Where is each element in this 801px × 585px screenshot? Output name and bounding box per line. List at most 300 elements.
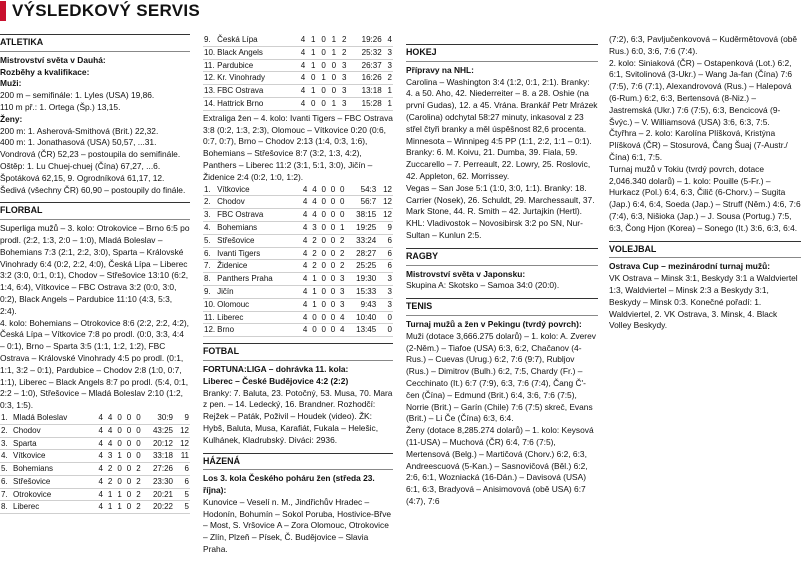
table-cell: 0	[330, 210, 336, 220]
table-row	[203, 247, 393, 260]
table-cell: 0	[126, 489, 132, 499]
table-cell: 4	[98, 502, 103, 512]
section-heading-ragby: RAGBY	[406, 248, 598, 266]
table-cell: 4	[107, 412, 113, 422]
table-cell: 10.	[204, 299, 216, 309]
table-cell: 0	[330, 325, 336, 335]
atletika-line: 400 m: 1. Jonathasová (USA) 50,57, ...31.	[0, 137, 157, 148]
table-cell: 3	[341, 98, 347, 108]
table-cell: 3	[312, 222, 317, 232]
table-cell: 2	[107, 464, 113, 474]
table-cell: 1	[387, 98, 392, 108]
volejbal-text: VK Ostrava – Minsk 3:1, Beskydy 3:1 a Waldviertel 1:3, Waldviertel – Minsk 2:3 a Beskydy 3:1, Beskydy – Minsk 0:3. Konečné pořadí: 1. Waldviertel, 2. VK Ostrava, 3. Minsk, 4. Black Volley Beskydy.	[609, 273, 798, 331]
table-cell: 0	[330, 299, 336, 309]
table-cell: 4	[98, 476, 103, 486]
florbal-paragraph: Superliga mužů – 3. kolo: Otrokovice – Brno 6:5 po prodl. (2:2, 1:3, 2:0 – 1:0), Mladá Boleslav – Bohemians 7:3 (2:1, 2:2, 3:0), Sparta – Královské Vinohrady 6:4 (0:2, 2:2, 4:0), Česká Lípa – Liberec 3:2 (3:0, 0:1, 0:1), Chodov – Střešovice 13:10 (6:2, 1:4, 6:4), Vítkovice – FBC Ostrava 3:2 (0:0, 3:0, 0:2), Black Angels – Pardubice 11:10 (4:3, 5:3, 2:4).	[0, 223, 190, 316]
table-cell: 4	[302, 286, 308, 296]
table-row	[0, 412, 190, 424]
table-cell: 11.	[204, 312, 215, 322]
table-cell: 0	[331, 60, 337, 70]
table-cell: 0	[312, 325, 317, 335]
table-row	[0, 437, 190, 450]
tenis-continued: 2. kolo: Siniaková (ČR) – Ostapenková (Lot.) 6:2, 6:1, Svitolinová (3-Ukr.) – Wang Ja-fan (Čína) 7:6 (7:5), 7:6 (7:1), Alexandrovová (Rus.) – Halepová (6-Rum.) 6:2, 6:3, Bertensová (8-Niz.) – Jastremská (Ukr.) 7:6 (7:5), 6:3, Bencicová (9-Švýc.) – V. Williamsová (USA) 3:6, 6:3, 7:5.	[609, 57, 793, 127]
table-cell: 0	[126, 476, 132, 486]
table-cell: 1	[117, 489, 122, 499]
table-cell: 0	[330, 184, 336, 194]
team-name-cell: Sparta	[13, 438, 37, 448]
table-cell: 16:26	[361, 73, 382, 83]
table-cell: 1	[117, 502, 122, 512]
table-row	[203, 196, 393, 209]
table-cell: 4.	[1, 451, 8, 461]
table-cell: 4	[98, 438, 103, 448]
table-cell: 9.	[204, 286, 211, 296]
table-cell: 54:3	[360, 184, 377, 194]
section-volejbal	[609, 241, 801, 333]
table-cell: 43:25	[152, 425, 173, 435]
table-cell: 56:7	[360, 197, 377, 207]
table-cell: 2	[341, 35, 347, 44]
team-name-cell: Židenice	[217, 261, 248, 271]
table-cell: 6.	[1, 476, 8, 486]
hazena-title: Los 3. kola Českého poháru žen (středa 23. října):	[203, 473, 375, 496]
team-name-cell: Střešovice	[217, 235, 255, 245]
table-cell: 4	[300, 60, 306, 70]
table-row	[203, 34, 393, 46]
tenis-continued: Turnaj mužů v Tokiu (tvrdý povrch, dotace 2,046.340 dolarů) – 1. kolo: Pouille (5-Fr.) – Hurkacz (Pol.) 6:4, 6:3, Čilič (6-Chorv.) – Sugita (Jap.) 6:4, 6:4, Soeda (Jap.) – Struff (Něm.) 4:6, 7:6 (7:4), 6:3, Nišioka (Jap.) – J. Sousa (Portug.) 7:5, 6:3, Čong Hjon (Korea) – Sonego (It.) 3:6, 6:3, 6:4.	[609, 163, 801, 233]
table-row	[0, 463, 190, 476]
table-cell: 0	[117, 425, 122, 435]
section-hokej	[406, 44, 598, 242]
table-cell: 1.	[204, 184, 211, 194]
table-cell: 0	[330, 261, 336, 271]
table-cell: 2	[136, 476, 141, 486]
table-cell: 12.	[204, 73, 216, 83]
tenis-men: Muži (dotace 3,666.275 dolarů) – 1. kolo: A. Zverev (2-Něm.) – Tiafoe (USA) 6:3, 6:2, Chačanov (4-Rus.) – Cuevas (Urug.) 6:2, 7:6 (9:7), Rubljov (Rus.) – Dimitrov (Bulh.) 6:2, 7:5, Chardy (Fr.) – Cecchinato (It.) 6:7 (7:9), 6:3, 7:6 (7:4), Čang Č'-čen (Čína) – Edmund (Brit.) 6:4, 3:6, 7:6 (7:5), Norrie (Brit.) – Garín (Chile) 7:6 (7:5) skreč, Evans (Brit.) – Li Če (Čína) 6:3, 6:4.	[406, 330, 596, 424]
atletika-line: Špotáková 62,15, 9. Ogrodníková 61,17, 12.	[0, 172, 165, 183]
table-cell: 8.	[1, 502, 8, 512]
table-cell: 13:18	[361, 86, 382, 96]
section-heading-florbal: FLORBAL	[0, 202, 190, 220]
table-cell: 6	[387, 261, 392, 271]
table-cell: 4	[302, 248, 308, 258]
table-cell: 6.	[204, 248, 211, 258]
table-row	[0, 424, 190, 437]
table-cell: 4	[107, 425, 113, 435]
table-cell: 0	[321, 274, 326, 284]
table-cell: 2.	[1, 425, 8, 435]
table-cell: 9.	[204, 35, 211, 44]
table-cell: 25:25	[356, 261, 377, 271]
table-cell: 7.	[1, 489, 8, 499]
table-cell: 3	[341, 73, 347, 83]
table-cell: 5.	[1, 464, 8, 474]
table-row	[203, 97, 393, 110]
table-cell: 4.	[204, 222, 211, 232]
table-cell: 0	[330, 197, 336, 207]
table-row	[203, 260, 393, 273]
table-cell: 3	[341, 60, 347, 70]
team-name-cell: Pardubice	[217, 60, 254, 70]
masthead	[0, 0, 200, 22]
table-cell: 4	[300, 47, 306, 57]
table-cell: 25:32	[361, 47, 382, 57]
table-cell: 3	[341, 86, 347, 96]
table-cell: 11.	[204, 60, 215, 70]
table-cell: 0	[387, 312, 392, 322]
table-cell: 0	[321, 325, 326, 335]
table-cell: 12	[383, 184, 392, 194]
table-cell: 1	[387, 86, 392, 96]
section-heading-atletika: ATLETIKA	[0, 34, 190, 52]
table-cell: 1	[321, 73, 326, 83]
table-cell: 1	[331, 47, 337, 57]
section-florbal	[0, 202, 190, 514]
table-cell: 28:27	[356, 248, 377, 258]
atletika-line: 110 m př.: 1. Ortega (Šp.) 13,15.	[0, 101, 121, 112]
table-cell: 0	[117, 464, 122, 474]
team-name-cell: Vítkovice	[13, 451, 46, 461]
atletika-line: 200 m: 1. Asherová-Smithová (Brit.) 22,32.	[0, 125, 159, 136]
table-cell: 0	[330, 222, 336, 232]
table-row	[203, 298, 393, 311]
extraliga-paragraph: Extraliga žen – 4. kolo: Ivanti Tigers – FBC Ostrava 3:8 (0:2, 1:3, 2:3), Olomouc – Vítkovice 0:20 (0:6, 0:7, 0:7), Brno – Chodov 2:13 (1:4, 0:3, 1:6), Bohemians – Střešovice 8:7 (3:2, 1:3, 4:2), Panthers – Liberec 11:2 (3:1, 5:1, 3:0), Jičín – Židenice 2:4 (0:2, 1:0, 1:2).	[203, 112, 393, 182]
hokej-sub: Přípravy na NHL:	[406, 64, 474, 75]
table-cell: 0	[136, 451, 141, 461]
tenis-women: Ženy (dotace 8,285.274 dolarů) – 1. kolo: Keysová (11-USA) – Muchová (ČR) 6:4, 7:6 (7:5), Mertensová (Belg.) – Martičová (Chorv.) 6:2, 6:3, Andreescuová (5-Kan.) – Sasnovičová (Běl.) 6:2, 2:6, 6:1, Wozniacká (16-Dán.) – Davisová (USA) 6:1, 6:3, Bradyová – Anisimovová (obě USA) 6:7 (4:7), 7:6	[406, 425, 594, 506]
table-cell: 3	[387, 274, 392, 284]
table-cell: 0	[321, 299, 326, 309]
team-name-cell: Black Angels	[217, 47, 263, 57]
table-cell: 5	[184, 489, 189, 499]
table-cell: 38:15	[356, 210, 377, 220]
table-row	[0, 488, 190, 501]
ragby-sub: Mistrovství světa v Japonsku:	[406, 268, 526, 279]
hokej-paragraph: Carolina – Washington 3:4 (1:2, 0:1, 2:1). Branky: 4. a 50. Aho, 42. Niederreiter – 8. a 28. Oshie (na první Gudas), 12. a 45. Vrána. Brankář Petr Mrázek (Carolina) odchytal 58:27 minuty, inkasoval z 23 střel čtyři branky a měl úspěšnost 82,6 procenta.	[406, 76, 598, 134]
table-cell: 4	[302, 274, 308, 284]
table-cell: 3	[340, 274, 345, 284]
table-cell: 4	[107, 438, 113, 448]
table-row	[203, 285, 393, 298]
table-cell: 4	[302, 197, 308, 207]
table-cell: 4	[300, 98, 306, 108]
table-cell: 4	[98, 489, 103, 499]
table-row	[203, 221, 393, 234]
table-cell: 0	[330, 286, 336, 296]
table-row	[203, 184, 393, 196]
table-cell: 0	[126, 412, 132, 422]
team-name-cell: Liberec	[217, 312, 244, 322]
section-heading-hazena: HÁZENÁ	[203, 453, 393, 471]
table-cell: 5.	[204, 235, 211, 245]
section-fotbal	[203, 343, 393, 446]
section-heading-volejbal: VOLEJBAL	[609, 241, 801, 259]
table-cell: 0	[321, 261, 326, 271]
table-cell: 0	[136, 412, 141, 422]
table-cell: 0	[117, 412, 122, 422]
standings-table-men-continued	[203, 34, 393, 111]
table-cell: 3	[387, 299, 392, 309]
fotbal-text: Branky: 7. Baluta, 23. Potočný, 53. Musa, 70. Mara z pen. – 14. Ledecký, 16. Brandner. Rozhodčí: Rejžek – Paták, Poživil – Houdek (video). ŽK: Hybš, Baluta, Musa, Karafiát, Fukala – Helešic, Kulhánek, Kladrubský. Diváci: 2936.	[203, 387, 393, 445]
table-cell: 26:37	[361, 60, 382, 70]
table-cell: 4	[302, 210, 308, 220]
hazena-text: Kunovice – Veselí n. M., Jindřichův Hradec – Hodonín, Bohumín – Sokol Poruba, Hostivice-Břve – Most, S. Vršovice A – Zora Olomouc, Otrokovice – Zlín, Plzeň – Písek, Č. Budějovice – Slavia Praha.	[203, 496, 392, 555]
column-1	[0, 34, 190, 514]
atletika-line: Ženy:	[0, 113, 23, 124]
table-cell: 13.	[204, 86, 216, 96]
table-cell: 6	[184, 476, 189, 486]
column-3	[406, 44, 598, 508]
table-cell: 23:30	[152, 476, 173, 486]
table-cell: 1	[117, 451, 122, 461]
table-cell: 0	[321, 35, 326, 44]
table-cell: 2	[312, 261, 317, 271]
table-cell: 9	[387, 222, 392, 232]
page-title: VÝSLEDKOVÝ SERVIS	[12, 1, 201, 20]
section-atletika	[0, 34, 190, 196]
table-cell: 27:26	[152, 464, 173, 474]
team-name-cell: Bohemians	[217, 222, 258, 232]
table-cell: 2	[136, 502, 141, 512]
section-tenis	[406, 298, 598, 508]
table-cell: 0	[330, 235, 336, 245]
table-row	[203, 72, 393, 85]
table-cell: 0	[126, 451, 132, 461]
table-cell: 5	[184, 502, 189, 512]
table-cell: 6	[184, 464, 189, 474]
table-cell: 3	[387, 60, 392, 70]
atletika-line: Šedivá (všechny ČR) 60,90 – postoupily do finále.	[0, 184, 186, 195]
table-row	[203, 46, 393, 59]
table-cell: 11	[180, 451, 189, 461]
table-cell: 6	[387, 235, 392, 245]
table-row	[203, 85, 393, 98]
table-cell: 0	[311, 98, 316, 108]
table-cell: 4	[302, 184, 308, 194]
section-ragby	[406, 248, 598, 292]
table-cell: 2	[312, 248, 317, 258]
table-cell: 1	[340, 222, 345, 232]
section-heading-tenis: TENIS	[406, 298, 598, 316]
table-cell: 2	[136, 489, 141, 499]
table-cell: 4	[300, 73, 306, 83]
table-cell: 15:33	[356, 286, 377, 296]
table-cell: 3	[387, 47, 392, 57]
table-cell: 0	[340, 210, 345, 220]
table-cell: 4	[387, 35, 392, 44]
table-cell: 0	[321, 98, 326, 108]
ragby-text: Skupina A: Skotsko – Samoa 34:0 (20:0).	[406, 280, 560, 291]
table-row	[0, 501, 190, 514]
standings-table-women	[203, 184, 393, 338]
table-cell: 4	[300, 86, 306, 96]
hokej-paragraph: Minnesota – Winnipeg 4:5 PP (1:1, 2:2, 1:1 – 0:1). Branky: 6. M. Koivu, 21. Dumba, 39. Fiala, 59. Zuccarello – 7. Perreault, 22. Lowry, 25. Roslovic, 42. Appleton, 62. Morrissey.	[406, 135, 592, 181]
table-cell: 3.	[204, 210, 211, 220]
team-name-cell: Kr. Vinohrady	[217, 73, 266, 83]
table-cell: 1	[312, 299, 317, 309]
fotbal-title: FORTUNA:LIGA – dohrávka 11. kola:	[203, 363, 349, 374]
table-cell: 9:43	[360, 299, 377, 309]
table-row	[203, 59, 393, 72]
table-cell: 1	[311, 35, 316, 44]
table-cell: 1.	[1, 412, 8, 422]
column-2	[203, 34, 393, 556]
team-name-cell: Chodov	[13, 425, 41, 435]
team-name-cell: Hattrick Brno	[217, 98, 264, 108]
hokej-paragraph: KHL: Vladivostok – Novosibirsk 3:2 po SN, Nur-Sultan – Kunlun 2:5.	[406, 218, 583, 240]
table-cell: 3	[107, 451, 113, 461]
team-name-cell: Střešovice	[13, 476, 51, 486]
table-cell: 1	[311, 86, 316, 96]
table-cell: 4	[312, 210, 317, 220]
team-name-cell: Chodov	[217, 197, 245, 207]
table-cell: 13:45	[356, 325, 377, 335]
atletika-line: Oštěp: 1. Lu Chuej-chuej (Čína) 67,27, ...6.	[0, 160, 161, 171]
atletika-lines	[0, 55, 190, 197]
table-cell: 2	[340, 235, 345, 245]
team-name-cell: Liberec	[13, 502, 40, 512]
table-cell: 4	[312, 197, 317, 207]
table-cell: 1	[331, 35, 337, 44]
table-cell: 14.	[204, 98, 216, 108]
table-cell: 2	[387, 73, 392, 83]
table-cell: 0	[321, 184, 326, 194]
table-cell: 12	[180, 438, 189, 448]
table-cell: 0	[126, 464, 132, 474]
table-row	[203, 273, 393, 286]
table-cell: 0	[126, 502, 132, 512]
table-cell: 4	[302, 261, 308, 271]
table-cell: 4	[312, 184, 317, 194]
atletika-line: Mistrovství světa v Dauhá:	[0, 54, 106, 65]
table-cell: 12	[383, 197, 392, 207]
team-name-cell: Otrokovice	[13, 489, 52, 499]
table-cell: 0	[330, 274, 336, 284]
team-name-cell: FBC Ostrava	[217, 86, 264, 96]
table-cell: 9	[184, 412, 189, 422]
table-cell: 1	[312, 274, 317, 284]
table-cell: 0	[321, 47, 326, 57]
team-name-cell: Olomouc	[217, 299, 250, 309]
table-cell: 0	[387, 325, 392, 335]
table-cell: 4	[98, 451, 103, 461]
table-cell: 1	[107, 489, 113, 499]
table-cell: 2	[341, 47, 347, 57]
table-cell: 1	[331, 98, 337, 108]
table-cell: 0	[321, 86, 326, 96]
florbal-paragraph: 4. kolo: Bohemians – Otrokovice 8:6 (2:2, 2:2, 4:2), Česká Lípa – Vítkovice 7:8 po prodl. (0:0, 3:3, 4:4 – 0:1), Brno – Sparta 3:5 (1:1, 1:2, 1:2), FBC Ostrava – Královské Vinohrady 4:5 po prodl. (0:1, 1:1, 3:2 – 0:1), Pardubice – Chodov 2:8 (1:0, 0:7, 1:1), Liberec – Black Angels 8:7 po prodl. (5:4, 0:1, 2:2 – 1:0), Střešovice – Mladá Boleslav 2:10 (1:2, 0:3, 1:5).	[0, 317, 190, 411]
table-cell: 4	[302, 235, 308, 245]
table-cell: 2.	[204, 197, 211, 207]
team-name-cell: Česká Lípa	[217, 35, 258, 44]
section-heading-hokej: HOKEJ	[406, 44, 598, 62]
table-cell: 2	[136, 464, 141, 474]
table-cell: 0	[126, 438, 132, 448]
table-cell: 2	[340, 261, 345, 271]
table-cell: 4	[98, 425, 103, 435]
table-cell: 0	[321, 60, 326, 70]
table-cell: 4	[302, 325, 308, 335]
table-cell: 20:22	[152, 502, 173, 512]
table-cell: 30:9	[157, 412, 173, 422]
table-cell: 4	[300, 35, 306, 44]
table-cell: 6	[387, 248, 392, 258]
table-cell: 3.	[1, 438, 8, 448]
team-name-cell: Vítkovice	[217, 184, 250, 194]
table-cell: 8.	[204, 274, 211, 284]
table-cell: 0	[321, 248, 326, 258]
table-cell: 2	[312, 235, 317, 245]
table-cell: 20:21	[152, 489, 173, 499]
table-cell: 0	[330, 312, 336, 322]
team-name-cell: FBC Ostrava	[217, 210, 264, 220]
table-cell: 4	[98, 412, 103, 422]
table-cell: 1	[311, 47, 316, 57]
table-cell: 0	[340, 184, 345, 194]
tenis-continued: (7:2), 6:3, Pavljučenkovová – Kuděrmětovová (obě Rus.) 6:0, 3:6, 7:6 (7:4).	[609, 34, 798, 56]
volejbal-sub: Ostrava Cup – mezinárodní turnaj mužů:	[609, 261, 771, 272]
team-name-cell: Ivanti Tigers	[217, 248, 261, 258]
tenis-sub: Turnaj mužů a žen v Pekingu (tvrdý povrch):	[406, 318, 582, 329]
table-cell: 0	[126, 425, 132, 435]
table-cell: 19:30	[356, 274, 377, 284]
table-cell: 1	[107, 502, 113, 512]
table-row	[203, 209, 393, 222]
table-cell: 0	[136, 438, 141, 448]
hokej-paragraph: Vegas – San Jose 5:1 (1:0, 3:0, 1:1). Branky: 18. Carrier (Nosek), 26. Schuldt, 29. Marchessault, 37. Mark Stone, 44. R. Smith – 42. Jurtajkin (Hertl).	[406, 182, 595, 217]
table-cell: 3	[340, 299, 345, 309]
team-name-cell: Bohemians	[13, 464, 54, 474]
team-name-cell: Mladá Boleslav	[13, 412, 68, 422]
table-cell: 20:12	[152, 438, 173, 448]
standings-table-men	[0, 412, 190, 514]
table-cell: 10:40	[356, 312, 377, 322]
section-heading-fotbal: FOTBAL	[203, 343, 393, 361]
table-cell: 10.	[204, 47, 216, 57]
table-cell: 0	[136, 425, 141, 435]
team-name-cell: Brno	[217, 325, 235, 335]
table-cell: 3	[340, 286, 345, 296]
tenis-continued: Čtyřhra – 2. kolo: Karolína Plíšková, Kristýna Plíšková (ČR) – Stosurová, Čang Šuaj (7-Austr./Čína) 6:1, 7:5.	[609, 128, 788, 162]
table-row	[0, 475, 190, 488]
table-cell: 4	[302, 222, 308, 232]
table-cell: 15:28	[361, 98, 382, 108]
table-cell: 7.	[204, 261, 211, 271]
table-cell: 3	[387, 286, 392, 296]
table-cell: 4	[98, 464, 103, 474]
table-cell: 0	[331, 86, 337, 96]
atletika-line: Rozběhy a kvalifikace:	[0, 66, 90, 77]
table-row	[203, 234, 393, 247]
column-4	[609, 34, 801, 332]
table-cell: 0	[321, 210, 326, 220]
table-cell: 0	[321, 312, 326, 322]
atletika-line: Vondrová (ČR) 52,23 – postoupila do semifinále.	[0, 149, 181, 160]
atletika-line: Muži:	[0, 78, 22, 89]
table-cell: 4	[340, 312, 345, 322]
table-cell: 0	[321, 197, 326, 207]
table-cell: 1	[312, 286, 317, 296]
table-cell: 0	[117, 476, 122, 486]
table-cell: 1	[311, 60, 316, 70]
team-name-cell: Jičín	[217, 286, 234, 296]
table-row	[0, 450, 190, 463]
table-cell: 19:25	[356, 222, 377, 232]
table-cell: 4	[302, 312, 308, 322]
fotbal-match: Liberec – České Budějovice 4:2 (2:2)	[203, 375, 349, 386]
table-cell: 0	[321, 235, 326, 245]
table-cell: 33:24	[356, 235, 377, 245]
